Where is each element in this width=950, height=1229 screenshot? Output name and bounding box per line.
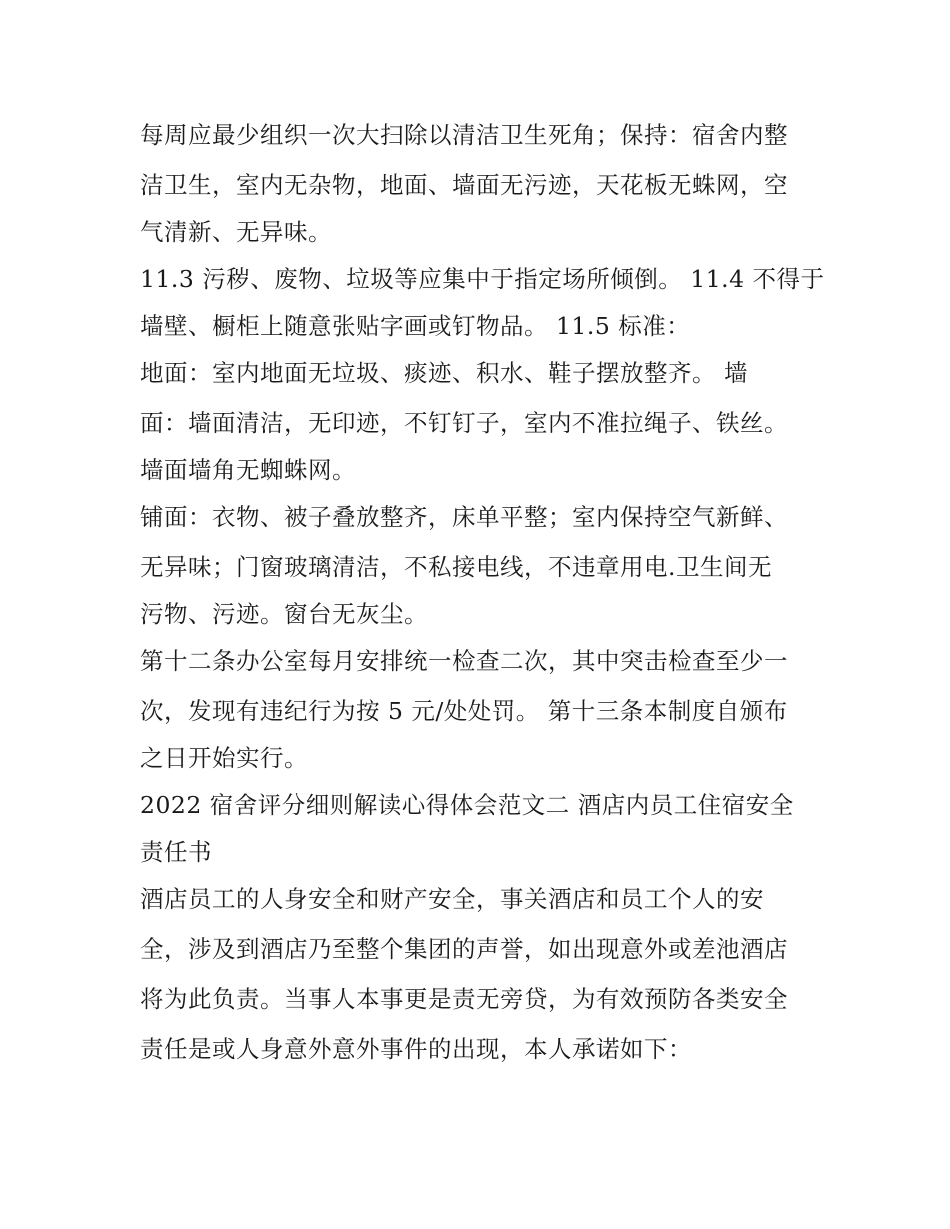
text-line-17: 酒店员工的人身安全和财产安全，事关酒店和员工个人的安 bbox=[140, 885, 764, 913]
text-line-1: 每周应最少组织一次大扫除以清洁卫生死角；保持：宿舍内整 bbox=[140, 121, 788, 149]
text-line-9: 铺面：衣物、被子叠放整齐，床单平整；室内保持空气新鲜、 bbox=[140, 503, 788, 531]
text-line-18: 全，涉及到酒店乃至整个集团的声誉，如出现意外或差池酒店 bbox=[140, 935, 788, 963]
text-line-10: 无异味；门窗玻璃清洁，不私接电线，不违章用电.卫生间无 bbox=[140, 553, 772, 581]
text-line-20: 责任是或人身意外意外事件的出现，本人承诺如下： bbox=[140, 1035, 692, 1063]
text-line-19: 将为此负责。当事人本事更是责无旁贷，为有效预防各类安全 bbox=[140, 985, 788, 1013]
section-heading-line-1: 2022 宿舍评分细则解读心得体会范文二 酒店内员工住宿安全 bbox=[140, 791, 794, 819]
text-line-5: 墙壁、橱柜上随意张贴字画或钉物品。 11.5 标准： bbox=[140, 312, 691, 340]
text-line-12: 第十二条办公室每月安排统一检查二次，其中突击检查至少一 bbox=[140, 647, 788, 675]
text-line-7: 面：墙面清洁，无印迹，不钉钉子，室内不准拉绳子、铁丝。 bbox=[140, 409, 788, 437]
text-line-6: 地面：室内地面无垃圾、痰迹、积水、鞋子摆放整齐。 墙 bbox=[140, 359, 748, 387]
text-line-14: 之日开始实行。 bbox=[140, 744, 308, 772]
text-line-2: 洁卫生，室内无杂物，地面、墙面无污迹，天花板无蛛网，空 bbox=[140, 171, 788, 199]
section-heading-line-2: 责任书 bbox=[140, 838, 212, 866]
text-line-4: 11.3 污秽、废物、垃圾等应集中于指定场所倾倒。 11.4 不得于 bbox=[140, 265, 825, 293]
text-line-11: 污物、污迹。窗台无灰尘。 bbox=[140, 600, 428, 628]
body-text bbox=[140, 110, 825, 1074]
text-line-8: 墙面墙角无蜘蛛网。 bbox=[140, 456, 356, 484]
text-line-3: 气清新、无异味。 bbox=[140, 218, 332, 246]
text-line-13: 次，发现有违纪行为按 5 元/处处罚。 第十三条本制度自颁布 bbox=[140, 697, 788, 725]
